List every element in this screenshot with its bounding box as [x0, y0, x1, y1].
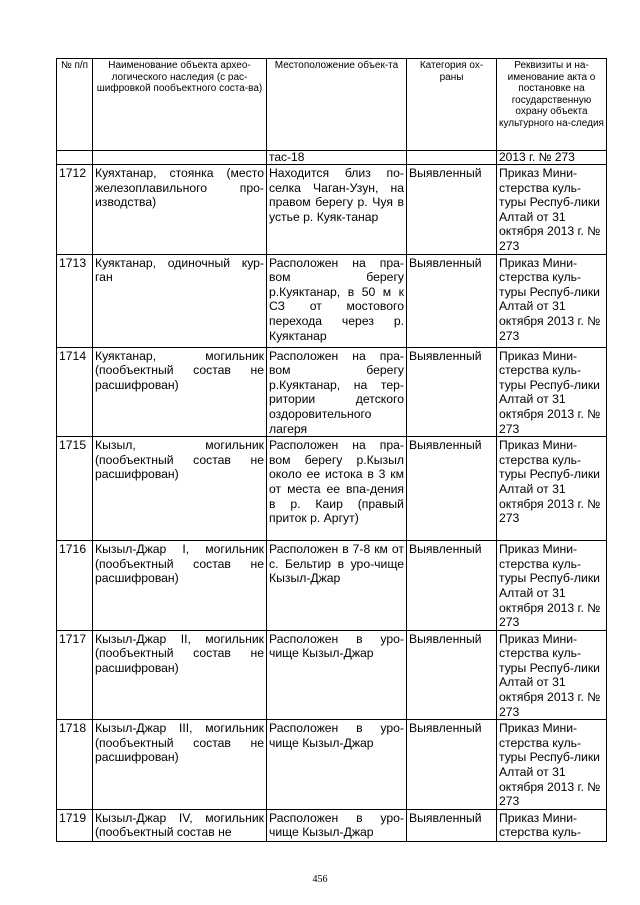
- row-num: 1712: [57, 165, 93, 255]
- table-row: [57, 254, 607, 347]
- heritage-registry-table: [56, 58, 607, 842]
- cont-num: [57, 151, 93, 165]
- row-act: Приказ Мини-стерства куль-туры Респуб-лики Алтай от 31 октября 2013 г. № 273: [497, 254, 607, 347]
- table-row: [57, 437, 607, 541]
- row-num: 1718: [57, 720, 93, 810]
- row-category: Выявленный: [407, 720, 497, 810]
- row-category: Выявленный: [407, 541, 497, 631]
- row-num: 1714: [57, 347, 93, 437]
- cont-category: [407, 151, 497, 165]
- cont-act: 2013 г. № 273: [497, 151, 607, 165]
- header-num: № п/п: [57, 59, 93, 151]
- row-num: 1713: [57, 254, 93, 347]
- row-location: Расположен на пра-вом берегу р.Куяктанар, на тер-ритории детского оздоровительного лагеря: [267, 347, 407, 437]
- row-name: Кызыл, могильник (пообъектный состав не расшифрован): [93, 437, 267, 541]
- row-act: Приказ Мини-стерства куль-туры Респуб-лики Алтай от 31 октября 2013 г. № 273: [497, 630, 607, 720]
- row-name: Кызыл-Джар II, могильник (пообъектный состав не расшифрован): [93, 630, 267, 720]
- cont-location: тас-18: [267, 151, 407, 165]
- row-location: Расположен на пра-вом берегу р.Кызыл около ее истока в 3 км от места ее впа-дения в р. Каир (правый приток р. Аргут): [267, 437, 407, 541]
- row-name: Куяктанар, могильник (пообъектный состав не расшифрован): [93, 347, 267, 437]
- row-act: Приказ Мини-стерства куль-туры Респуб-лики Алтай от 31 октября 2013 г. № 273: [497, 541, 607, 631]
- table-row: [57, 630, 607, 720]
- table-row: [57, 720, 607, 810]
- row-category: Выявленный: [407, 630, 497, 720]
- row-name: Куяхтанар, стоянка (место железоплавильного про-изводства): [93, 165, 267, 255]
- row-location: Расположен в 7-8 км от с. Бельтир в уро-чище Кызыл-Джар: [267, 541, 407, 631]
- table-row: [57, 541, 607, 631]
- row-name: Куяктанар, одиночный кур-ган: [93, 254, 267, 347]
- row-location: Расположен на пра-вом берегу р.Куяктанар, в 50 м к СЗ от мостового перехода через р. Куяктанар: [267, 254, 407, 347]
- row-location: Находится близ по-селка Чаган-Узун, на правом берегу р. Чуя в устье р. Куяк-танар: [267, 165, 407, 255]
- row-location: Расположен в уро-чище Кызыл-Джар: [267, 720, 407, 810]
- row-category: Выявленный: [407, 165, 497, 255]
- row-name: Кызыл-Джар III, могильник (пообъектный состав не расшифрован): [93, 720, 267, 810]
- row-num: 1715: [57, 437, 93, 541]
- table-row: [57, 165, 607, 255]
- row-act: Приказ Мини-стерства куль-туры Респуб-лики Алтай от 31 октября 2013 г. № 273: [497, 720, 607, 810]
- continuation-row: [57, 151, 607, 165]
- row-num: 1717: [57, 630, 93, 720]
- header-location: Местоположение объек-та: [267, 59, 407, 151]
- header-act: Реквизиты и на-именование акта о постановке на государственную охрану объекта культурного на-следия: [497, 59, 607, 151]
- row-category: Выявленный: [407, 347, 497, 437]
- table-header-row: [57, 59, 607, 151]
- row-act: Приказ Мини-стерства куль-: [497, 809, 607, 841]
- page-number: 456: [312, 874, 328, 885]
- table-row: [57, 809, 607, 841]
- header-name: Наименование объекта архео-логического наследия (с рас-шифровкой пообъектного соста-ва): [93, 59, 267, 151]
- row-location: Расположен в уро-чище Кызыл-Джар: [267, 630, 407, 720]
- row-act: Приказ Мини-стерства куль-туры Респуб-лики Алтай от 31 октября 2013 г. № 273: [497, 347, 607, 437]
- row-category: Выявленный: [407, 809, 497, 841]
- table-row: [57, 347, 607, 437]
- row-act: Приказ Мини-стерства куль-туры Респуб-лики Алтай от 31 октября 2013 г. № 273: [497, 437, 607, 541]
- row-name: Кызыл-Джар I, могильник (пообъектный состав не расшифрован): [93, 541, 267, 631]
- row-category: Выявленный: [407, 437, 497, 541]
- row-name: Кызыл-Джар IV, могильник (пообъектный состав не: [93, 809, 267, 841]
- header-category: Категория ох-раны: [407, 59, 497, 151]
- row-act: Приказ Мини-стерства куль-туры Респуб-лики Алтай от 31 октября 2013 г. № 273: [497, 165, 607, 255]
- row-num: 1719: [57, 809, 93, 841]
- cont-name: [93, 151, 267, 165]
- row-location: Расположен в уро-чище Кызыл-Джар: [267, 809, 407, 841]
- row-num: 1716: [57, 541, 93, 631]
- row-category: Выявленный: [407, 254, 497, 347]
